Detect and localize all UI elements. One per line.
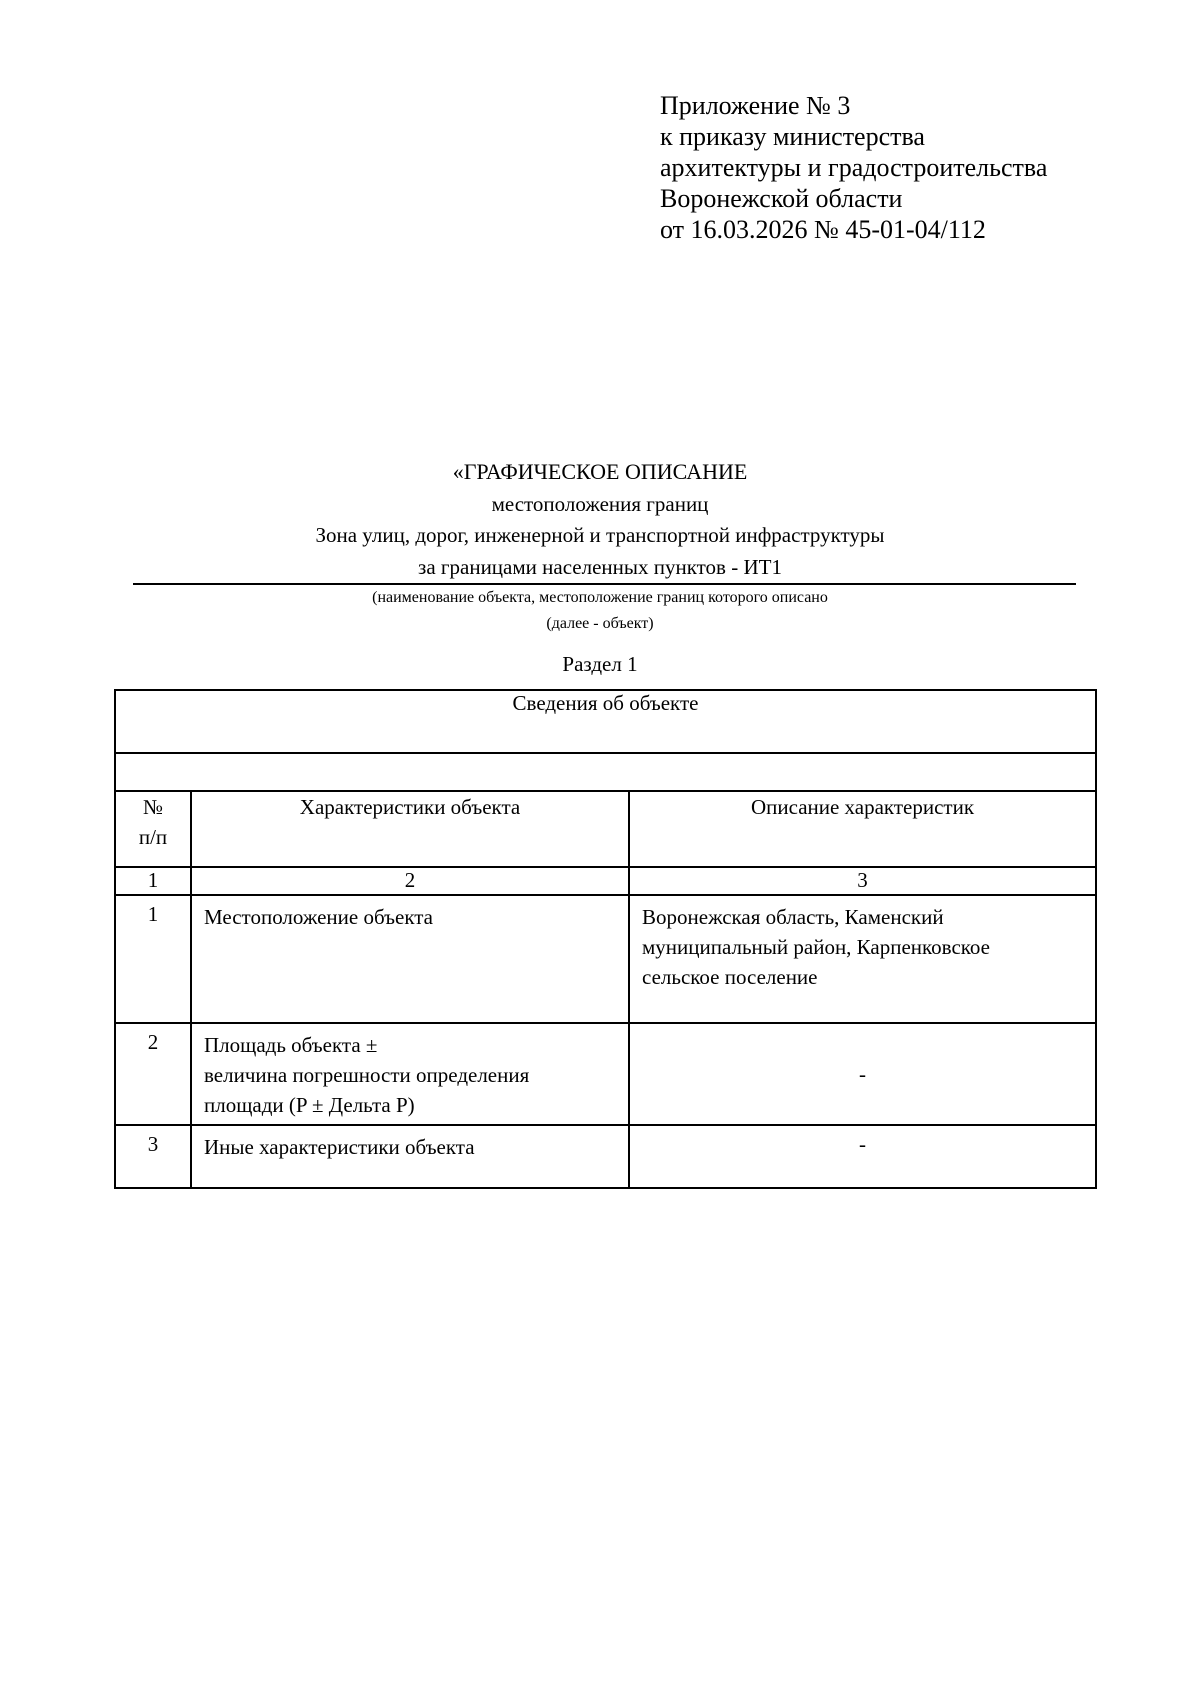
appendix-line: к приказу министерства [660,122,925,151]
header-characteristics: Характеристики объекта [191,791,629,867]
object-name-line: за границами населенных пунктов - ИТ1 [418,555,782,579]
characteristic-cell [191,895,629,1023]
characteristic-text: Площадь объекта ± [204,1033,378,1057]
header-num-line: № [142,795,164,819]
blank-cell [115,753,1096,791]
description-value: - [629,1125,1096,1188]
table-row [115,1125,1096,1188]
header-num-line: п/п [138,825,168,849]
column-number-row [115,867,1096,895]
object-info-table [114,689,1097,1189]
characteristic-text: площади (P ± Дельта P) [204,1093,415,1117]
table-blank-row [115,753,1096,791]
appendix-block [660,90,1047,245]
description-text: Воронежская область, Каменский [642,905,944,929]
characteristic-cell [191,1023,629,1125]
row-number: 1 [115,895,191,1023]
description-text: муниципальный район, Карпенковское [642,935,990,959]
table-row [115,895,1096,1023]
row-number: 3 [115,1125,191,1188]
characteristic-text: Местоположение объекта [204,905,434,929]
appendix-line: архитектуры и градостроительства [660,153,1048,182]
header-num [115,791,191,867]
appendix-line: Приложение № 3 [660,91,851,120]
table-header-row [115,791,1096,867]
characteristic-cell [191,1125,629,1188]
object-name-underline [133,583,1076,585]
document-subtitle: местоположения границ [491,492,709,516]
column-number: 3 [629,867,1096,895]
object-name-hint: (далее - объект) [546,615,654,632]
header-description: Описание характеристик [629,791,1096,867]
characteristic-text: Иные характеристики объекта [204,1135,475,1159]
column-number: 1 [115,867,191,895]
description-cell [629,895,1096,1023]
table-title: Сведения об объекте [115,690,1096,753]
object-name-hint: (наименование объекта, местоположение границ которого описано [372,589,828,606]
document-title: «ГРАФИЧЕСКОЕ ОПИСАНИЕ [452,459,748,484]
column-number: 2 [191,867,629,895]
characteristic-text: величина погрешности определения [204,1063,530,1087]
description-text: сельское поселение [642,965,818,989]
section-label: Раздел 1 [562,652,638,676]
description-value: - [629,1023,1096,1125]
table-row [115,1023,1096,1125]
row-number: 2 [115,1023,191,1125]
appendix-order-date: от 16.03.2026 № 45-01-04/112 [660,215,986,244]
table-title-row [115,690,1096,753]
object-name-line: Зона улиц, дорог, инженерной и транспортной инфраструктуры [315,523,885,547]
appendix-line: Воронежской области [660,184,903,213]
